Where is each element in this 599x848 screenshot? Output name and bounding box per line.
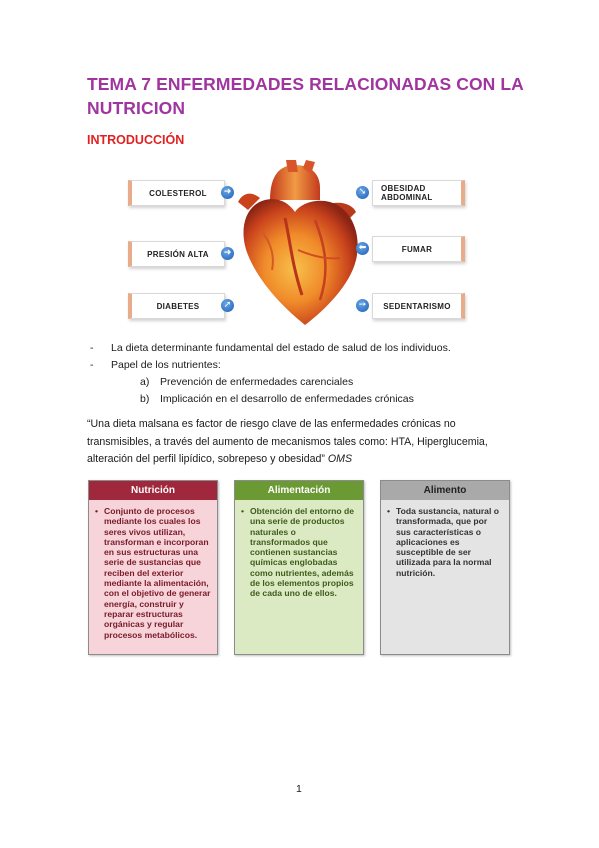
card-nutricion xyxy=(88,480,218,655)
card-title: Alimento xyxy=(381,481,509,500)
card-text: Toda sustancia, natural o transformada, que por sus características o aplicaciones es susceptible de ser utilizada para la normal nutrición. xyxy=(396,506,499,578)
risk-factor-obesidad-abdominal xyxy=(372,180,465,206)
card-title: Alimentación xyxy=(235,481,363,500)
risk-factor-label: DIABETES xyxy=(156,301,200,311)
arrow-up-right-icon: ➚ xyxy=(221,299,234,312)
card-body xyxy=(387,506,503,578)
risk-factor-colesterol xyxy=(128,180,225,206)
bullet-dot: • xyxy=(241,506,245,516)
sub-bullet-text: Prevención de enfermedades carenciales xyxy=(160,376,354,388)
quote-source: OMS xyxy=(327,453,353,465)
risk-factor-label: PRESIÓN ALTA xyxy=(147,249,209,259)
section-heading: INTRODUCCIÓN xyxy=(87,133,185,147)
risk-factor-sedentarismo xyxy=(372,293,465,319)
arrow-up-left-icon: ➙ xyxy=(356,299,369,312)
sub-bullet-marker: b) xyxy=(140,393,150,405)
arrow-right-icon: ➜ xyxy=(221,186,234,199)
sub-bullet-text: Implicación en el desarrollo de enfermedades crónicas xyxy=(160,393,414,405)
bullet-marker: - xyxy=(90,359,94,371)
arrow-right-icon: ➜ xyxy=(221,247,234,260)
risk-factor-label: COLESTEROL xyxy=(149,188,207,198)
arrow-left-icon: ⬅ xyxy=(356,242,369,255)
arrow-down-left-icon: ➘ xyxy=(356,186,369,199)
risk-factor-presion-alta xyxy=(128,241,225,267)
bullet-text: Papel de los nutrientes: xyxy=(111,359,221,371)
risk-factor-label: FUMAR xyxy=(401,244,433,254)
card-alimentacion xyxy=(234,480,364,655)
card-alimento xyxy=(380,480,510,655)
risk-factor-diabetes xyxy=(128,293,225,319)
card-text: Obtención del entorno de una serie de productos naturales o transformados que contienen sustancias químicas englobadas como nutrientes, además de los elementos propios de cada uno de ellos. xyxy=(250,506,355,599)
heart-risk-factors-figure xyxy=(120,160,475,332)
bullet-dot: • xyxy=(387,506,391,516)
who-quote xyxy=(87,416,517,469)
card-text: Conjunto de procesos mediante los cuales los seres vivos utilizan, transforman e incorporan en sus estructuras una serie de sustancias que reciben del exterior mediante la alimentación, con el objetivo de generar energía, construir y reparar estructuras orgánicas y regular procesos metabólicos. xyxy=(104,506,211,640)
bullet-text: La dieta determinante fundamental del estado de salud de los individuos. xyxy=(111,342,451,354)
page-number: 1 xyxy=(296,783,302,795)
page-title: TEMA 7 ENFERMEDADES RELACIONADAS CON LA NUTRICION xyxy=(87,74,524,118)
risk-factor-label: SEDENTARISMO xyxy=(383,301,451,311)
card-body xyxy=(241,506,357,599)
bullet-dot: • xyxy=(95,506,99,516)
card-body xyxy=(95,506,211,640)
risk-factor-label: OBESIDAD ABDOMINAL xyxy=(381,184,433,202)
quote-text: “Una dieta malsana es factor de riesgo clave de las enfermedades crónicas no transmisibles, a través del aumento de mecanismos tales como: HTA, Hiperglucemia, alteración del perfil lipídico, sobrepeso y obesidad” xyxy=(87,418,488,465)
card-title: Nutrición xyxy=(89,481,217,500)
sub-bullet-marker: a) xyxy=(140,376,150,388)
risk-factor-fumar xyxy=(372,236,465,262)
bullet-marker: - xyxy=(90,342,94,354)
